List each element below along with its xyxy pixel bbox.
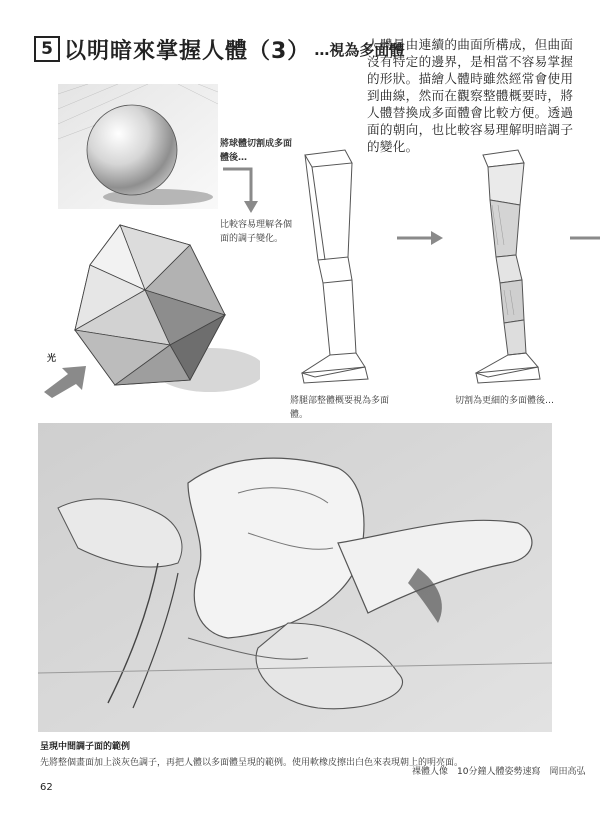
leg-sketch-simple (290, 145, 400, 390)
figure-caption-title: 呈現中間調子面的範例 (40, 742, 131, 752)
credits: 裸體人像 10分鐘人體姿勢速寫 岡田高弘 (412, 767, 586, 777)
leg-sketch-detailed (458, 145, 558, 390)
figure-caption-body: 先將整個畫面加上淡灰色調子，再把人體以多面體呈現的範例。使用軟橡皮擦出白色來表現朝上的明亮面。 (40, 758, 464, 768)
title-main: 以明暗來掌握人體（3） (64, 38, 311, 64)
arrow-down-icon (221, 165, 261, 215)
caption-light: 光 (47, 354, 57, 364)
arrow-right-edge-icon (568, 228, 600, 248)
caption-split: 將球體切割成多面體後… (220, 139, 293, 163)
caption-compare: 比較容易理解各個面的調子變化。 (220, 220, 293, 244)
page-number: 62 (40, 782, 53, 793)
page-title (34, 34, 404, 64)
caption-leg-left: 將腿部整體概要視為多面體。 (290, 396, 390, 420)
caption-leg-right: 切割為更細的多面體後… (455, 396, 555, 406)
arrow-right-icon (395, 228, 445, 248)
figure-drawing (38, 423, 552, 732)
title-subtitle: …視為多面體 (314, 40, 405, 59)
intro-paragraph: 人體是由連續的曲面所構成，但曲面沒有特定的邊界，是相當不容易掌握的形狀。描繪人體時雖然經常會使用到曲線，然而在觀察整體概要時，將人體替換成多面體會比較方便。透過面的朝向，也比較容易理解明暗調子的變化。 (367, 37, 574, 154)
sphere-sketch (58, 84, 218, 209)
polyhedron-sketch (60, 220, 260, 405)
light-arrow-icon (42, 364, 90, 398)
section-number-box: 5 (34, 36, 60, 62)
